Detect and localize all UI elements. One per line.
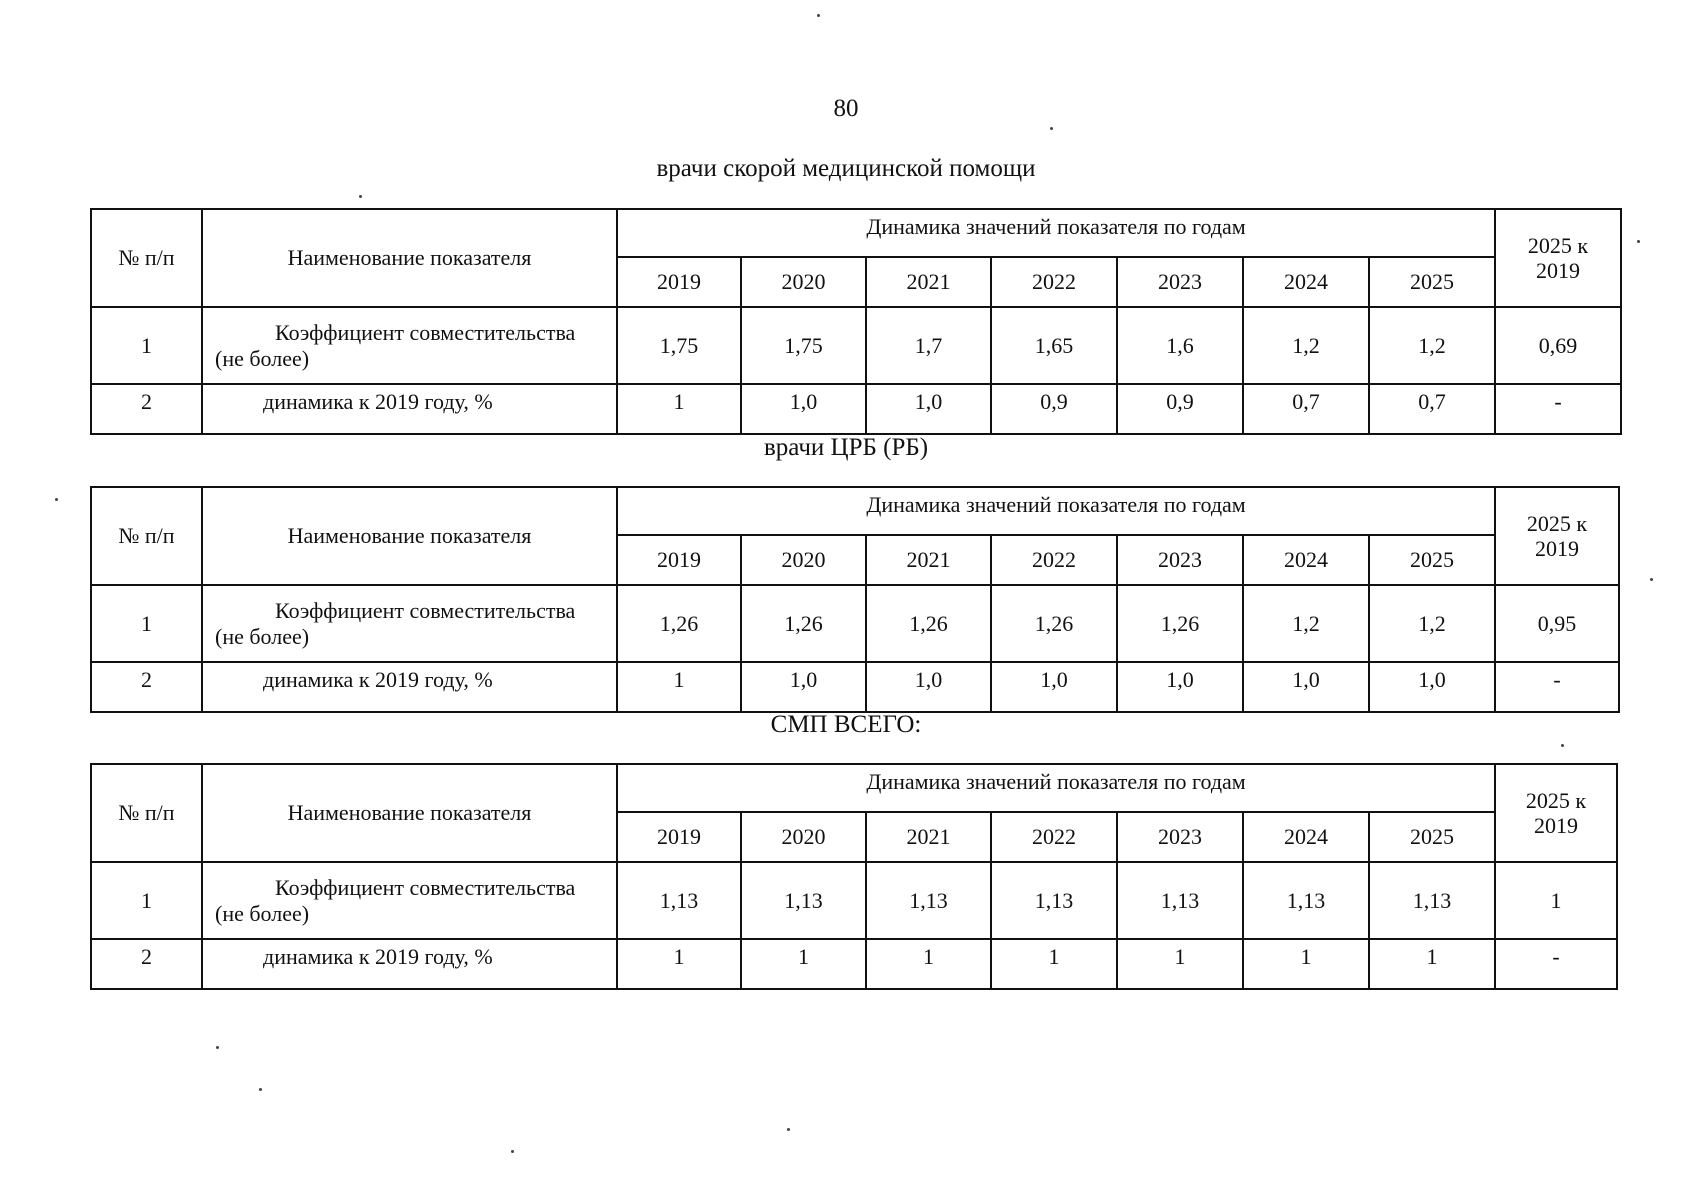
header-2025-vs-2019 bbox=[1495, 209, 1621, 307]
row-name-line2: (не более) bbox=[215, 900, 310, 926]
header-row bbox=[91, 487, 1619, 535]
header-name: Наименование показателя bbox=[202, 487, 617, 585]
header-last-line1: 2025 к bbox=[1527, 232, 1589, 258]
indicator-table-ambulance-doctors bbox=[90, 208, 1622, 435]
value-cell: 1,13 bbox=[1369, 862, 1495, 939]
indicator-table-smp-total bbox=[90, 763, 1618, 990]
header-last-line1: 2025 к bbox=[1525, 787, 1587, 813]
header-dynamics: Динамика значений показателя по годам bbox=[617, 764, 1495, 812]
value-cell: 1 bbox=[741, 939, 866, 989]
value-cell: 0,9 bbox=[1117, 384, 1243, 434]
year-cell: 2025 bbox=[1369, 812, 1495, 862]
value-cell: 1,0 bbox=[866, 662, 991, 712]
table-row bbox=[91, 939, 1617, 989]
value-cell: 0,7 bbox=[1369, 384, 1495, 434]
table-row bbox=[91, 662, 1619, 712]
value-cell: 1,13 bbox=[1243, 862, 1369, 939]
header-dynamics: Динамика значений показателя по годам bbox=[617, 209, 1495, 257]
value-cell: 1,13 bbox=[741, 862, 866, 939]
year-cell: 2021 bbox=[866, 812, 991, 862]
scan-speck bbox=[216, 1046, 219, 1049]
scan-speck bbox=[1561, 744, 1564, 747]
value-cell: 1 bbox=[866, 939, 991, 989]
header-row bbox=[91, 209, 1621, 257]
value-cell: 1,2 bbox=[1369, 307, 1495, 384]
row-name bbox=[202, 585, 617, 662]
scan-speck bbox=[1050, 127, 1053, 130]
row-name bbox=[202, 862, 617, 939]
value-cell: 1,26 bbox=[991, 585, 1117, 662]
last-value-cell: 1 bbox=[1495, 862, 1617, 939]
year-cell: 2021 bbox=[866, 535, 991, 585]
row-num: 1 bbox=[91, 585, 202, 662]
scan-speck bbox=[817, 14, 820, 17]
value-cell: 1,0 bbox=[1117, 662, 1243, 712]
year-cell: 2023 bbox=[1117, 257, 1243, 307]
value-cell: 1,75 bbox=[741, 307, 866, 384]
scan-speck bbox=[55, 498, 58, 501]
last-value-cell: - bbox=[1495, 384, 1621, 434]
table-row bbox=[91, 307, 1621, 384]
last-value-cell: 0,69 bbox=[1495, 307, 1621, 384]
year-cell: 2023 bbox=[1117, 535, 1243, 585]
last-value-cell: - bbox=[1495, 939, 1617, 989]
value-cell: 1,6 bbox=[1117, 307, 1243, 384]
year-cell: 2024 bbox=[1243, 812, 1369, 862]
value-cell: 1,0 bbox=[741, 662, 866, 712]
header-name: Наименование показателя bbox=[202, 764, 617, 862]
header-num: № п/п bbox=[91, 209, 202, 307]
value-cell: 1,26 bbox=[1117, 585, 1243, 662]
year-cell: 2022 bbox=[991, 257, 1117, 307]
header-last-line1: 2025 к bbox=[1526, 510, 1588, 536]
row-name: динамика к 2019 году, % bbox=[202, 662, 617, 712]
value-cell: 1,26 bbox=[741, 585, 866, 662]
header-name: Наименование показателя bbox=[202, 209, 617, 307]
value-cell: 1,13 bbox=[991, 862, 1117, 939]
value-cell: 1,0 bbox=[741, 384, 866, 434]
value-cell: 1,7 bbox=[866, 307, 991, 384]
value-cell: 1 bbox=[1117, 939, 1243, 989]
row-num: 2 bbox=[91, 939, 202, 989]
header-last-line2: 2019 bbox=[1536, 258, 1581, 283]
year-cell: 2024 bbox=[1243, 257, 1369, 307]
row-name-line1: Коэффициент совместительства bbox=[275, 598, 576, 624]
section-title-smp-total: СМП ВСЕГО: bbox=[770, 711, 922, 738]
value-cell: 1 bbox=[991, 939, 1117, 989]
table-row bbox=[91, 384, 1621, 434]
row-name bbox=[202, 307, 617, 384]
row-name-line1: Коэффициент совместительства bbox=[275, 320, 576, 346]
year-cell: 2019 bbox=[617, 257, 741, 307]
value-cell: 1,0 bbox=[1243, 662, 1369, 712]
header-last-line2: 2019 bbox=[1534, 813, 1579, 838]
scan-speck bbox=[787, 1128, 790, 1131]
year-cell: 2024 bbox=[1243, 535, 1369, 585]
row-name: динамика к 2019 году, % bbox=[202, 384, 617, 434]
value-cell: 1 bbox=[617, 384, 741, 434]
value-cell: 0,7 bbox=[1243, 384, 1369, 434]
year-cell: 2020 bbox=[741, 535, 866, 585]
value-cell: 1,13 bbox=[866, 862, 991, 939]
year-cell: 2020 bbox=[741, 812, 866, 862]
year-cell: 2019 bbox=[617, 535, 741, 585]
row-name-line2: (не более) bbox=[215, 623, 310, 649]
row-name-line2: (не более) bbox=[215, 345, 310, 371]
value-cell: 0,9 bbox=[991, 384, 1117, 434]
header-2025-vs-2019 bbox=[1495, 764, 1617, 862]
section-title-ambulance-doctors: врачи скорой медицинской помощи bbox=[656, 155, 1036, 182]
header-num: № п/п bbox=[91, 487, 202, 585]
page-number: 80 bbox=[833, 95, 859, 122]
year-cell: 2019 bbox=[617, 812, 741, 862]
last-value-cell: 0,95 bbox=[1495, 585, 1619, 662]
indicator-table-crb-doctors bbox=[90, 486, 1620, 713]
value-cell: 1 bbox=[1243, 939, 1369, 989]
scan-speck bbox=[511, 1150, 514, 1153]
section-title-crb-doctors: врачи ЦРБ (РБ) bbox=[763, 434, 929, 461]
value-cell: 1,26 bbox=[617, 585, 741, 662]
header-row bbox=[91, 764, 1617, 812]
value-cell: 1,0 bbox=[1369, 662, 1495, 712]
header-dynamics: Динамика значений показателя по годам bbox=[617, 487, 1495, 535]
year-cell: 2022 bbox=[991, 812, 1117, 862]
scan-speck bbox=[1637, 240, 1640, 243]
table-row bbox=[91, 862, 1617, 939]
value-cell: 1 bbox=[617, 662, 741, 712]
value-cell: 1,65 bbox=[991, 307, 1117, 384]
value-cell: 1,0 bbox=[866, 384, 991, 434]
year-cell: 2023 bbox=[1117, 812, 1243, 862]
row-name: динамика к 2019 году, % bbox=[202, 939, 617, 989]
header-2025-vs-2019 bbox=[1495, 487, 1619, 585]
value-cell: 1,2 bbox=[1369, 585, 1495, 662]
value-cell: 1,13 bbox=[1117, 862, 1243, 939]
scan-speck bbox=[1650, 578, 1653, 581]
table-row bbox=[91, 585, 1619, 662]
scan-speck bbox=[259, 1088, 262, 1091]
year-cell: 2022 bbox=[991, 535, 1117, 585]
value-cell: 1,75 bbox=[617, 307, 741, 384]
row-num: 2 bbox=[91, 662, 202, 712]
header-num: № п/п bbox=[91, 764, 202, 862]
value-cell: 1,2 bbox=[1243, 307, 1369, 384]
year-cell: 2020 bbox=[741, 257, 866, 307]
year-cell: 2025 bbox=[1369, 257, 1495, 307]
row-num: 1 bbox=[91, 307, 202, 384]
row-name-line1: Коэффициент совместительства bbox=[275, 875, 576, 901]
value-cell: 1,0 bbox=[991, 662, 1117, 712]
value-cell: 1 bbox=[617, 939, 741, 989]
value-cell: 1 bbox=[1369, 939, 1495, 989]
value-cell: 1,2 bbox=[1243, 585, 1369, 662]
row-num: 1 bbox=[91, 862, 202, 939]
scan-speck bbox=[359, 195, 362, 198]
value-cell: 1,13 bbox=[617, 862, 741, 939]
year-cell: 2021 bbox=[866, 257, 991, 307]
last-value-cell: - bbox=[1495, 662, 1619, 712]
header-last-line2: 2019 bbox=[1535, 536, 1580, 561]
row-num: 2 bbox=[91, 384, 202, 434]
year-cell: 2025 bbox=[1369, 535, 1495, 585]
value-cell: 1,26 bbox=[866, 585, 991, 662]
